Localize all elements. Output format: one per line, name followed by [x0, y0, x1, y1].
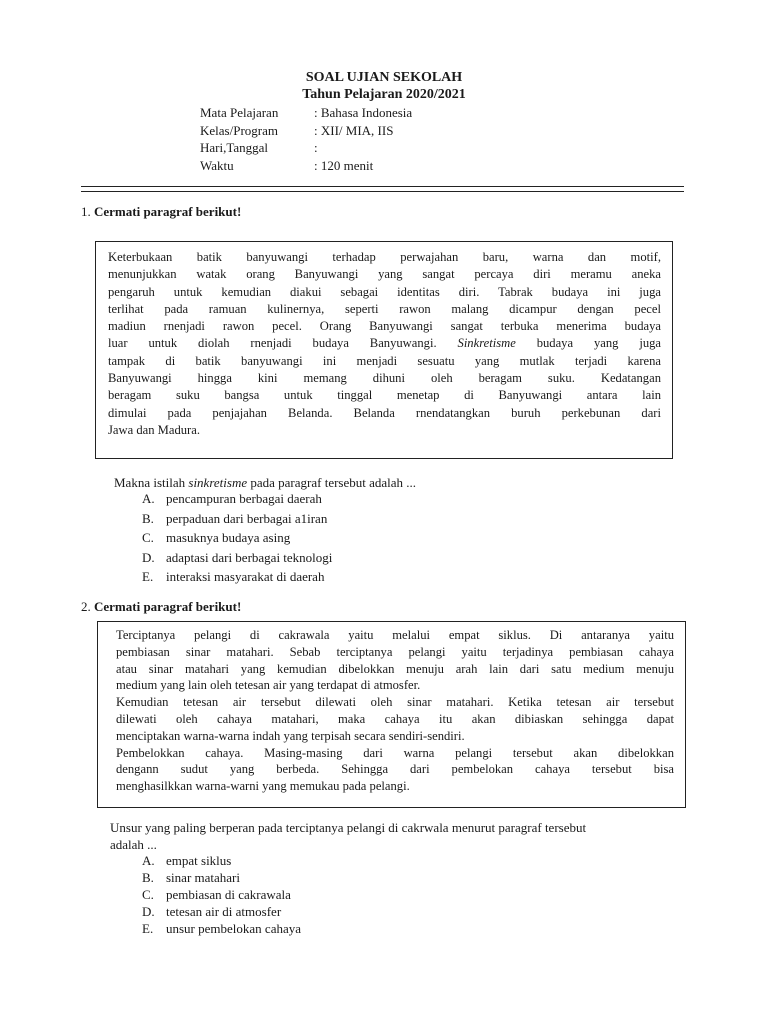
option-letter: A. [142, 491, 155, 506]
option-text: tetesan air di atmosfer [166, 904, 282, 919]
question-2-passage-box [97, 621, 686, 808]
question-number: 1. [81, 204, 91, 219]
passage-text: luar untuk diolah rnenjadi budaya Banyuwangi. [108, 336, 437, 351]
meta-value: : 120 menit [314, 157, 374, 173]
option-text: unsur pembelokan cahaya [166, 921, 302, 936]
passage-line: menunjukkan watak orang Banyuwangi yang sangat percaya diri meramu aneka [108, 267, 661, 282]
question-2-prompt [110, 819, 586, 853]
passage-line: dengann sudut yang berbeda. Sehingga dari pembelokan cahaya tersebut bisa [116, 762, 674, 777]
option-text: pembiasan di cakrawala [166, 887, 291, 902]
option-letter: B. [142, 510, 154, 526]
question-number: 2. [81, 599, 91, 614]
option-a[interactable] [142, 489, 332, 509]
option-c[interactable] [142, 528, 332, 548]
meta-row-time [200, 157, 412, 175]
meta-value: : Bahasa Indonesia [314, 105, 413, 120]
option-text: sinar matahari [166, 870, 240, 885]
exam-meta [200, 104, 412, 174]
passage-line: beragam suku bangsa untuk tinggal menetap di Banyuwangi antara lain [108, 388, 661, 403]
passage-line: Jawa dan Madura. [108, 422, 200, 437]
option-letter: B. [142, 870, 154, 885]
question-1-options [142, 489, 332, 587]
option-b[interactable] [142, 509, 332, 529]
option-text: interaksi masyarakat di daerah [166, 569, 325, 584]
passage-line: Banyuwangi hingga kini memang dihuni oleh beragam suku. Kedatangan [108, 371, 661, 386]
option-text: masuknya budaya asing [166, 530, 291, 545]
option-text: pencampuran berbagai daerah [166, 491, 322, 506]
option-d[interactable] [142, 903, 301, 920]
option-letter: D. [142, 904, 155, 919]
passage-line [108, 335, 661, 352]
option-a[interactable] [142, 852, 301, 869]
passage-line: terlihat pada ramuan kulinernya, seperti rawon malang dicampur dengan pecel [108, 301, 661, 316]
passage-line: medium yang lain oleh tetesan air yang terdapat di atmosfer. [116, 678, 421, 693]
option-e[interactable] [142, 567, 332, 587]
option-text: perpaduan dari berbagai a1iran [166, 510, 328, 526]
meta-key: Mata Pelajaran [200, 105, 279, 120]
meta-row-date [200, 139, 412, 157]
prompt-term: sinkretisme [188, 475, 248, 490]
option-letter: A. [142, 853, 155, 868]
passage-line: atau sinar matahari yang kemudian dibelokkan menuju arah lain dari satu medium menuju [116, 661, 674, 676]
passage-line: pembiasan sinar matahari. Sebab terciptanya pelangi yaitu terjadinya pembiasan cahaya [116, 644, 674, 659]
option-b[interactable] [142, 869, 301, 886]
meta-value: : XII/ MIA, IIS [314, 122, 394, 138]
meta-value: : [314, 140, 318, 155]
question-2-heading [81, 599, 241, 615]
meta-key: Kelas/Program [200, 122, 278, 138]
meta-row-class [200, 122, 412, 140]
passage-line: dilewati oleh cahaya matahari, maka cahaya itu akan dibiaskan sehingga dapat [116, 711, 674, 726]
option-letter: E. [142, 569, 154, 584]
option-d[interactable] [142, 548, 332, 568]
prompt-line: adalah ... [110, 837, 157, 852]
option-letter: E. [142, 921, 154, 936]
passage-line: madiun rnenjadi rawon pecel. Orang Banyuwangi sangat terbuka menerima budaya [108, 319, 661, 334]
passage-line: Pembelokkan cahaya. Masing-masing dari warna pelangi tersebut akan dibelokkan [116, 745, 674, 760]
question-2-options [142, 852, 301, 937]
passage-line: menciptakan warna-warna indah yang terpisah secara sendiri-sendiri. [116, 728, 465, 743]
passage-line: menghasilkkan warna-warni yang memukau pada pelangi. [116, 779, 410, 794]
passage-line: tampak di batik banyuwangi ini menjadi sesuatu yang mutlak terjadi karena [108, 353, 661, 368]
prompt-text: Makna istilah [114, 475, 186, 490]
header-rule-bottom [81, 191, 684, 192]
passage-line: dimulai pada penjajahan Belanda. Belanda rnendatangkan buruh perkebunan dari [108, 405, 661, 420]
meta-key: Hari,Tanggal [200, 140, 269, 155]
prompt-line: Unsur yang paling berperan pada terciptanya pelangi di cakrwala menurut paragraf tersebut [110, 820, 587, 835]
option-letter: C. [142, 530, 154, 545]
question-instruction: Cermati paragraf berikut! [94, 599, 242, 614]
question-1-heading [81, 204, 241, 220]
question-instruction: Cermati paragraf berikut! [94, 204, 242, 219]
option-letter: C. [142, 887, 154, 902]
passage-term: Sinkretisme [457, 336, 516, 351]
passage-line: Keterbukaan batik banyuwangi terhadap perwajahan baru, warna dan motif, [108, 250, 661, 264]
passage-text: budaya yang juga [536, 336, 662, 351]
passage-line: Terciptanya pelangi di cakrawala yaitu melalui empat siklus. Di antaranya yaitu [116, 628, 674, 642]
meta-row-subject [200, 104, 412, 122]
option-text: adaptasi dari berbagai teknologi [166, 549, 333, 565]
option-c[interactable] [142, 886, 301, 903]
exam-title: SOAL UJIAN SEKOLAH [305, 70, 463, 85]
option-e[interactable] [142, 920, 301, 937]
option-text: empat siklus [166, 853, 232, 868]
passage-line: Kemudian tetesan air tersebut dilewati oleh sinar matahari. Ketika tetesan air tersebut [116, 695, 674, 710]
exam-subtitle: Tahun Pelajaran 2020/2021 [302, 87, 466, 102]
question-1-passage-box [95, 241, 673, 459]
passage-line: pengaruh untuk kemudian diakui sebagai identitas diri. Tabrak budaya ini juga [108, 284, 661, 299]
prompt-text: pada paragraf tersebut adalah ... [250, 475, 417, 490]
meta-key: Waktu [200, 157, 234, 173]
option-letter: D. [142, 549, 155, 565]
header-rule-top [81, 186, 684, 187]
